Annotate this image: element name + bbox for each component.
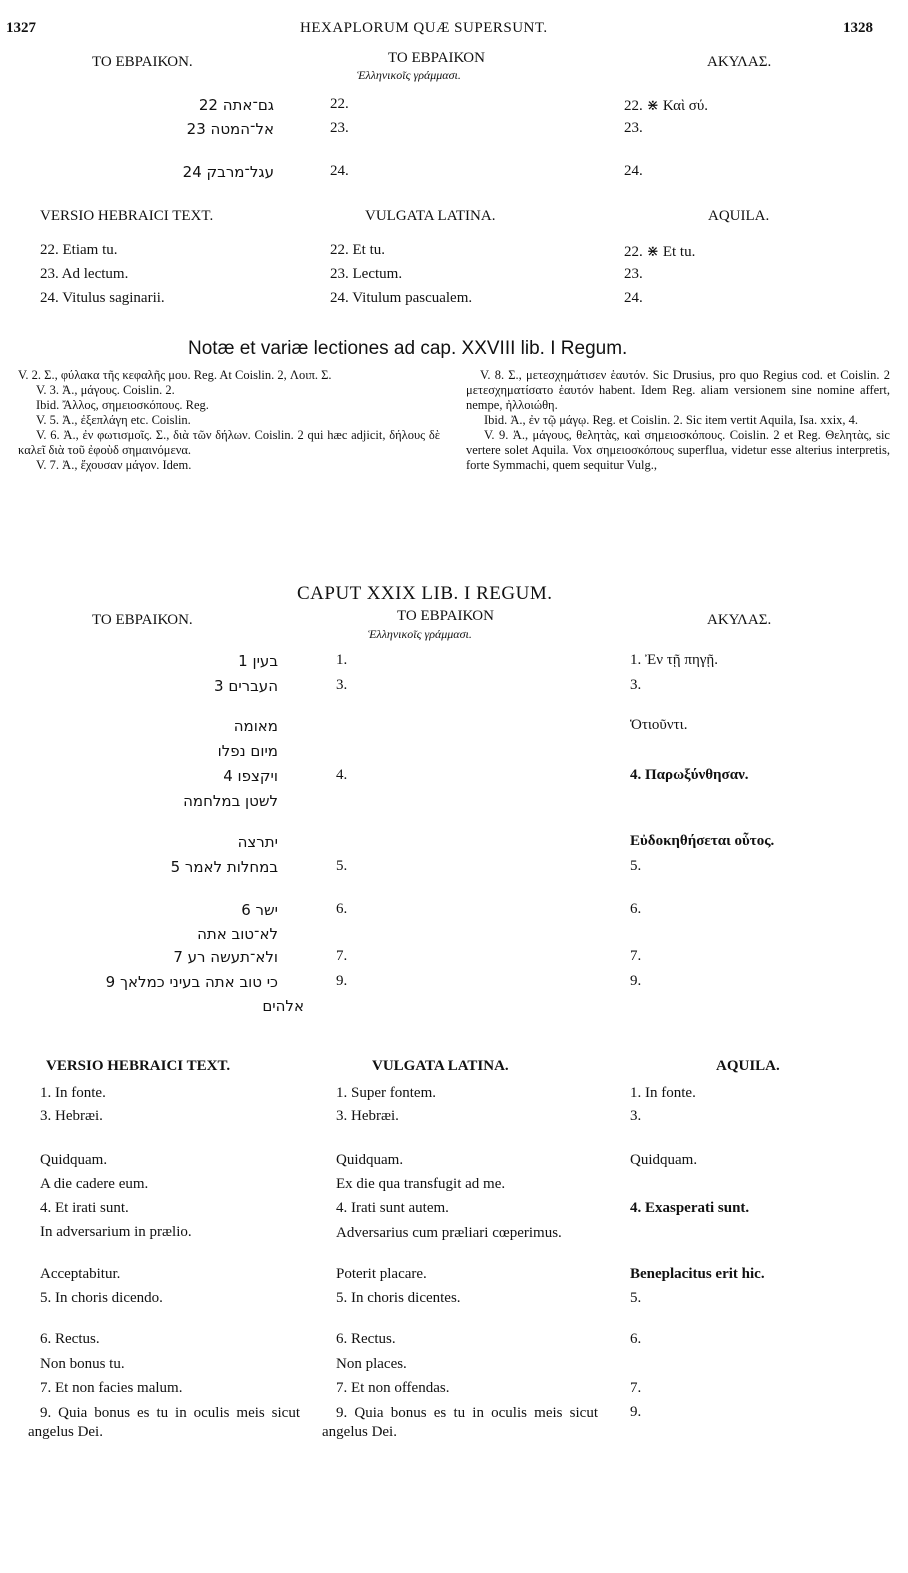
- versio-line: 22. Etiam tu.: [40, 242, 118, 258]
- aquila-greek-line: 4. Παρωξύνθησαν.: [630, 767, 749, 783]
- hebrew-line: אלהים: [262, 997, 304, 1015]
- note-item: Ibid. Ἄλλος, σημειοσκόπους. Reg.: [36, 398, 209, 412]
- caput-heading: CAPUT XXIX LIB. I REGUM.: [297, 583, 553, 604]
- translit-line: 22.: [330, 96, 349, 112]
- col-head-hebrew: ΤΟ ΕΒΡΑΙΚΟΝ.: [92, 612, 193, 628]
- col-head-vulgata: VULGATA LATINA.: [365, 208, 496, 224]
- hebrew-line: אל־המטה 23: [186, 120, 274, 138]
- col-head-aquila: ΑΚΥΛΑΣ.: [707, 612, 772, 628]
- versio-line: 1. In fonte.: [40, 1085, 106, 1101]
- aquila-greek-line: 6.: [630, 901, 642, 917]
- vulgata-line: 9. Quia bonus es tu in oculis meis sicut angelus Dei.: [322, 1405, 598, 1440]
- vulgata-line: 23. Lectum.: [330, 266, 403, 282]
- hebrew-line: בעין 1: [238, 652, 278, 670]
- vulgata-line: Adversarius cum præliari cœperimus.: [336, 1225, 562, 1241]
- hellenic-subhead: Ἑλληνικοῖς γράμμασι.: [357, 68, 461, 82]
- note-item: V. 5. Ἀ., ἐξεπλάγη etc. Coislin.: [36, 413, 191, 427]
- hebrew-line: העברים 3: [214, 677, 278, 695]
- aquila-latin-line: 24.: [624, 290, 643, 306]
- vulgata-line: 6. Rectus.: [336, 1331, 396, 1347]
- hebrew-line: מאומה: [233, 717, 278, 735]
- vulgata-line: Quidquam.: [336, 1152, 404, 1168]
- translit-line: 9.: [336, 973, 348, 989]
- col-head-translit: ΤΟ ΕΒΡΑΙΚΟΝ: [388, 50, 485, 66]
- col-head-versio: VERSIO HEBRAICI TEXT.: [40, 208, 214, 224]
- vulgata-line: 1. Super fontem.: [336, 1085, 436, 1101]
- vulgata-line: Non places.: [336, 1356, 407, 1372]
- aquila-greek-line: 3.: [630, 677, 642, 693]
- versio-line: 5. In choris dicendo.: [40, 1290, 163, 1306]
- hellenic-subhead: Ἑλληνικοῖς γράμμασι.: [368, 627, 472, 641]
- hebrew-line: כי טוב אתה בעיני כמלאך 9: [105, 973, 278, 991]
- versio-line: Acceptabitur.: [40, 1266, 121, 1282]
- aquila-latin-line: 1. In fonte.: [630, 1085, 696, 1101]
- aquila-greek-line: 5.: [630, 858, 642, 874]
- vulgata-line: 22. Et tu.: [330, 242, 385, 258]
- translit-line: 3.: [336, 677, 348, 693]
- translit-line: 1.: [336, 652, 348, 668]
- col-head-aquila-latin: AQUILA.: [716, 1058, 780, 1074]
- hebrew-line: ולא־תעשה רע 7: [173, 948, 278, 966]
- col-head-versio: VERSIO HEBRAICI TEXT.: [46, 1058, 231, 1074]
- note-item: V. 7. Ἀ., ἔχουσαν μάγον. Idem.: [36, 458, 192, 472]
- aquila-latin-line: 5.: [630, 1290, 642, 1306]
- note-item: V. 6. Ἀ., ἐν φωτισμοῖς. Σ., διὰ τῶν δήλων. Coislin. 2 qui hæc adjicit, δήλους δὲ καλεῖ διὰ τοῦ ἐφοὺδ σημαινόμενα.: [18, 428, 440, 457]
- col-head-aquila: ΑΚΥΛΑΣ.: [707, 54, 772, 70]
- col-head-translit: ΤΟ ΕΒΡΑΙΚΟΝ: [397, 608, 494, 624]
- vulgata-line: 3. Hebræi.: [336, 1108, 399, 1124]
- aquila-greek-line: 9.: [630, 973, 642, 989]
- col-head-vulgata: VULGATA LATINA.: [372, 1058, 509, 1074]
- note-item: V. 2. Σ., φύλακα τῆς κεφαλῆς μου. Reg. At Coislin. 2, Λοιπ. Σ.: [18, 368, 332, 382]
- aquila-latin-line: 6.: [630, 1331, 642, 1347]
- translit-line: 24.: [330, 163, 349, 179]
- aquila-greek-line: 22. ⋇ Καὶ σύ.: [624, 98, 709, 114]
- versio-line: A die cadere eum.: [40, 1176, 149, 1192]
- translit-line: 7.: [336, 948, 348, 964]
- note-item: V. 9. Ἀ., μάγους, θελητὰς, καὶ σημειοσκόπους. Coislin. 2 et Reg. Θελητὰς, sic vertere solet Aquila. Vox σημειοσκόπους superflua, videtur esse alterius interpretis, forte Symmachi, quem sequitur Vulg.,: [466, 428, 890, 472]
- versio-line: In adversarium in prælio.: [40, 1224, 192, 1240]
- aquila-latin-line: Quidquam.: [630, 1152, 698, 1168]
- versio-line: 23. Ad lectum.: [40, 266, 129, 282]
- hebrew-line: ויקצפו 4: [223, 767, 278, 785]
- versio-line: 9. Quia bonus es tu in oculis meis sicut angelus Dei.: [28, 1405, 300, 1440]
- vulgata-line: 7. Et non offendas.: [336, 1380, 450, 1396]
- aquila-latin-line: 9.: [630, 1404, 642, 1420]
- col-head-aquila-latin: AQUILA.: [708, 208, 770, 224]
- page-number-left: 1327: [6, 20, 36, 36]
- vulgata-line: Poterit placare.: [336, 1266, 427, 1282]
- versio-line: 3. Hebræi.: [40, 1108, 103, 1124]
- col-head-hebrew: ΤΟ ΕΒΡΑΙΚΟΝ.: [92, 54, 193, 70]
- aquila-latin-line: 7.: [630, 1380, 642, 1396]
- aquila-greek-line: 1. Ἐν τῇ πηγῇ.: [630, 652, 719, 668]
- hebrew-line: לשטן במלחמה: [183, 792, 278, 810]
- versio-line: Non bonus tu.: [40, 1356, 125, 1372]
- hebrew-line: גם־אתה 22: [198, 96, 274, 114]
- aquila-greek-line: Εὐδοκηθήσεται οὗτος.: [630, 833, 775, 849]
- aquila-latin-line: 23.: [624, 266, 643, 282]
- aquila-latin-line: 22. ⋇ Et tu.: [624, 244, 696, 260]
- note-item: V. 3. Ἀ., μάγους. Coislin. 2.: [36, 383, 175, 397]
- translit-line: 23.: [330, 120, 349, 136]
- versio-line: Quidquam.: [40, 1152, 108, 1168]
- translit-line: 6.: [336, 901, 348, 917]
- aquila-greek-line: 7.: [630, 948, 642, 964]
- note-item: Ibid. Ἀ., ἐν τῷ μάγῳ. Reg. et Coislin. 2. Sic item vertit Aquila, Isa. xxix, 4.: [484, 413, 859, 427]
- translit-line: 5.: [336, 858, 348, 874]
- hebrew-line: לא־טוב אתה: [197, 925, 278, 943]
- vulgata-line: 4. Irati sunt autem.: [336, 1200, 449, 1216]
- versio-line: 6. Rectus.: [40, 1331, 100, 1347]
- hebrew-line: עגל־מרבק 24: [182, 163, 274, 181]
- hebrew-line: מיום נפלו: [217, 742, 278, 760]
- translit-line: 4.: [336, 767, 348, 783]
- notes-right-column: [466, 368, 890, 473]
- notes-title: Notæ et variæ lectiones ad cap. XXVIII lib. I Regum.: [188, 338, 628, 359]
- aquila-latin-line: Beneplacitus erit hic.: [630, 1266, 765, 1282]
- vulgata-line: Ex die qua transfugit ad me.: [336, 1176, 506, 1192]
- aquila-latin-line: 3.: [630, 1108, 642, 1124]
- notes-left-column: [18, 368, 440, 473]
- aquila-latin-line: 4. Exasperati sunt.: [630, 1200, 750, 1216]
- versio-line: 24. Vitulus saginarii.: [40, 290, 165, 306]
- page-number-right: 1328: [843, 20, 873, 36]
- aquila-greek-line: 24.: [624, 163, 643, 179]
- aquila-greek-line: 23.: [624, 120, 643, 136]
- aquila-greek-line: Ὁτιοῦντι.: [630, 717, 688, 733]
- note-item: V. 8. Σ., μετεσχημάτισεν ἑαυτόν. Sic Drusius, pro quo Regius cod. et Coislin. 2 μετεσχηματίσατο ἑαυτόν habent. Idem Reg. aliam versionem sine nomine affert, nempe, ἠλλοιώθη.: [466, 368, 890, 412]
- versio-line: 4. Et irati sunt.: [40, 1200, 129, 1216]
- versio-line: 7. Et non facies malum.: [40, 1380, 183, 1396]
- vulgata-line: 5. In choris dicentes.: [336, 1290, 461, 1306]
- running-title: HEXAPLORUM QUÆ SUPERSUNT.: [300, 20, 548, 36]
- hebrew-line: במחלות לאמר 5: [170, 858, 278, 876]
- vulgata-line: 24. Vitulum pascualem.: [330, 290, 473, 306]
- hebrew-line: יתרצה: [237, 833, 278, 851]
- hebrew-line: ישר 6: [241, 901, 278, 919]
